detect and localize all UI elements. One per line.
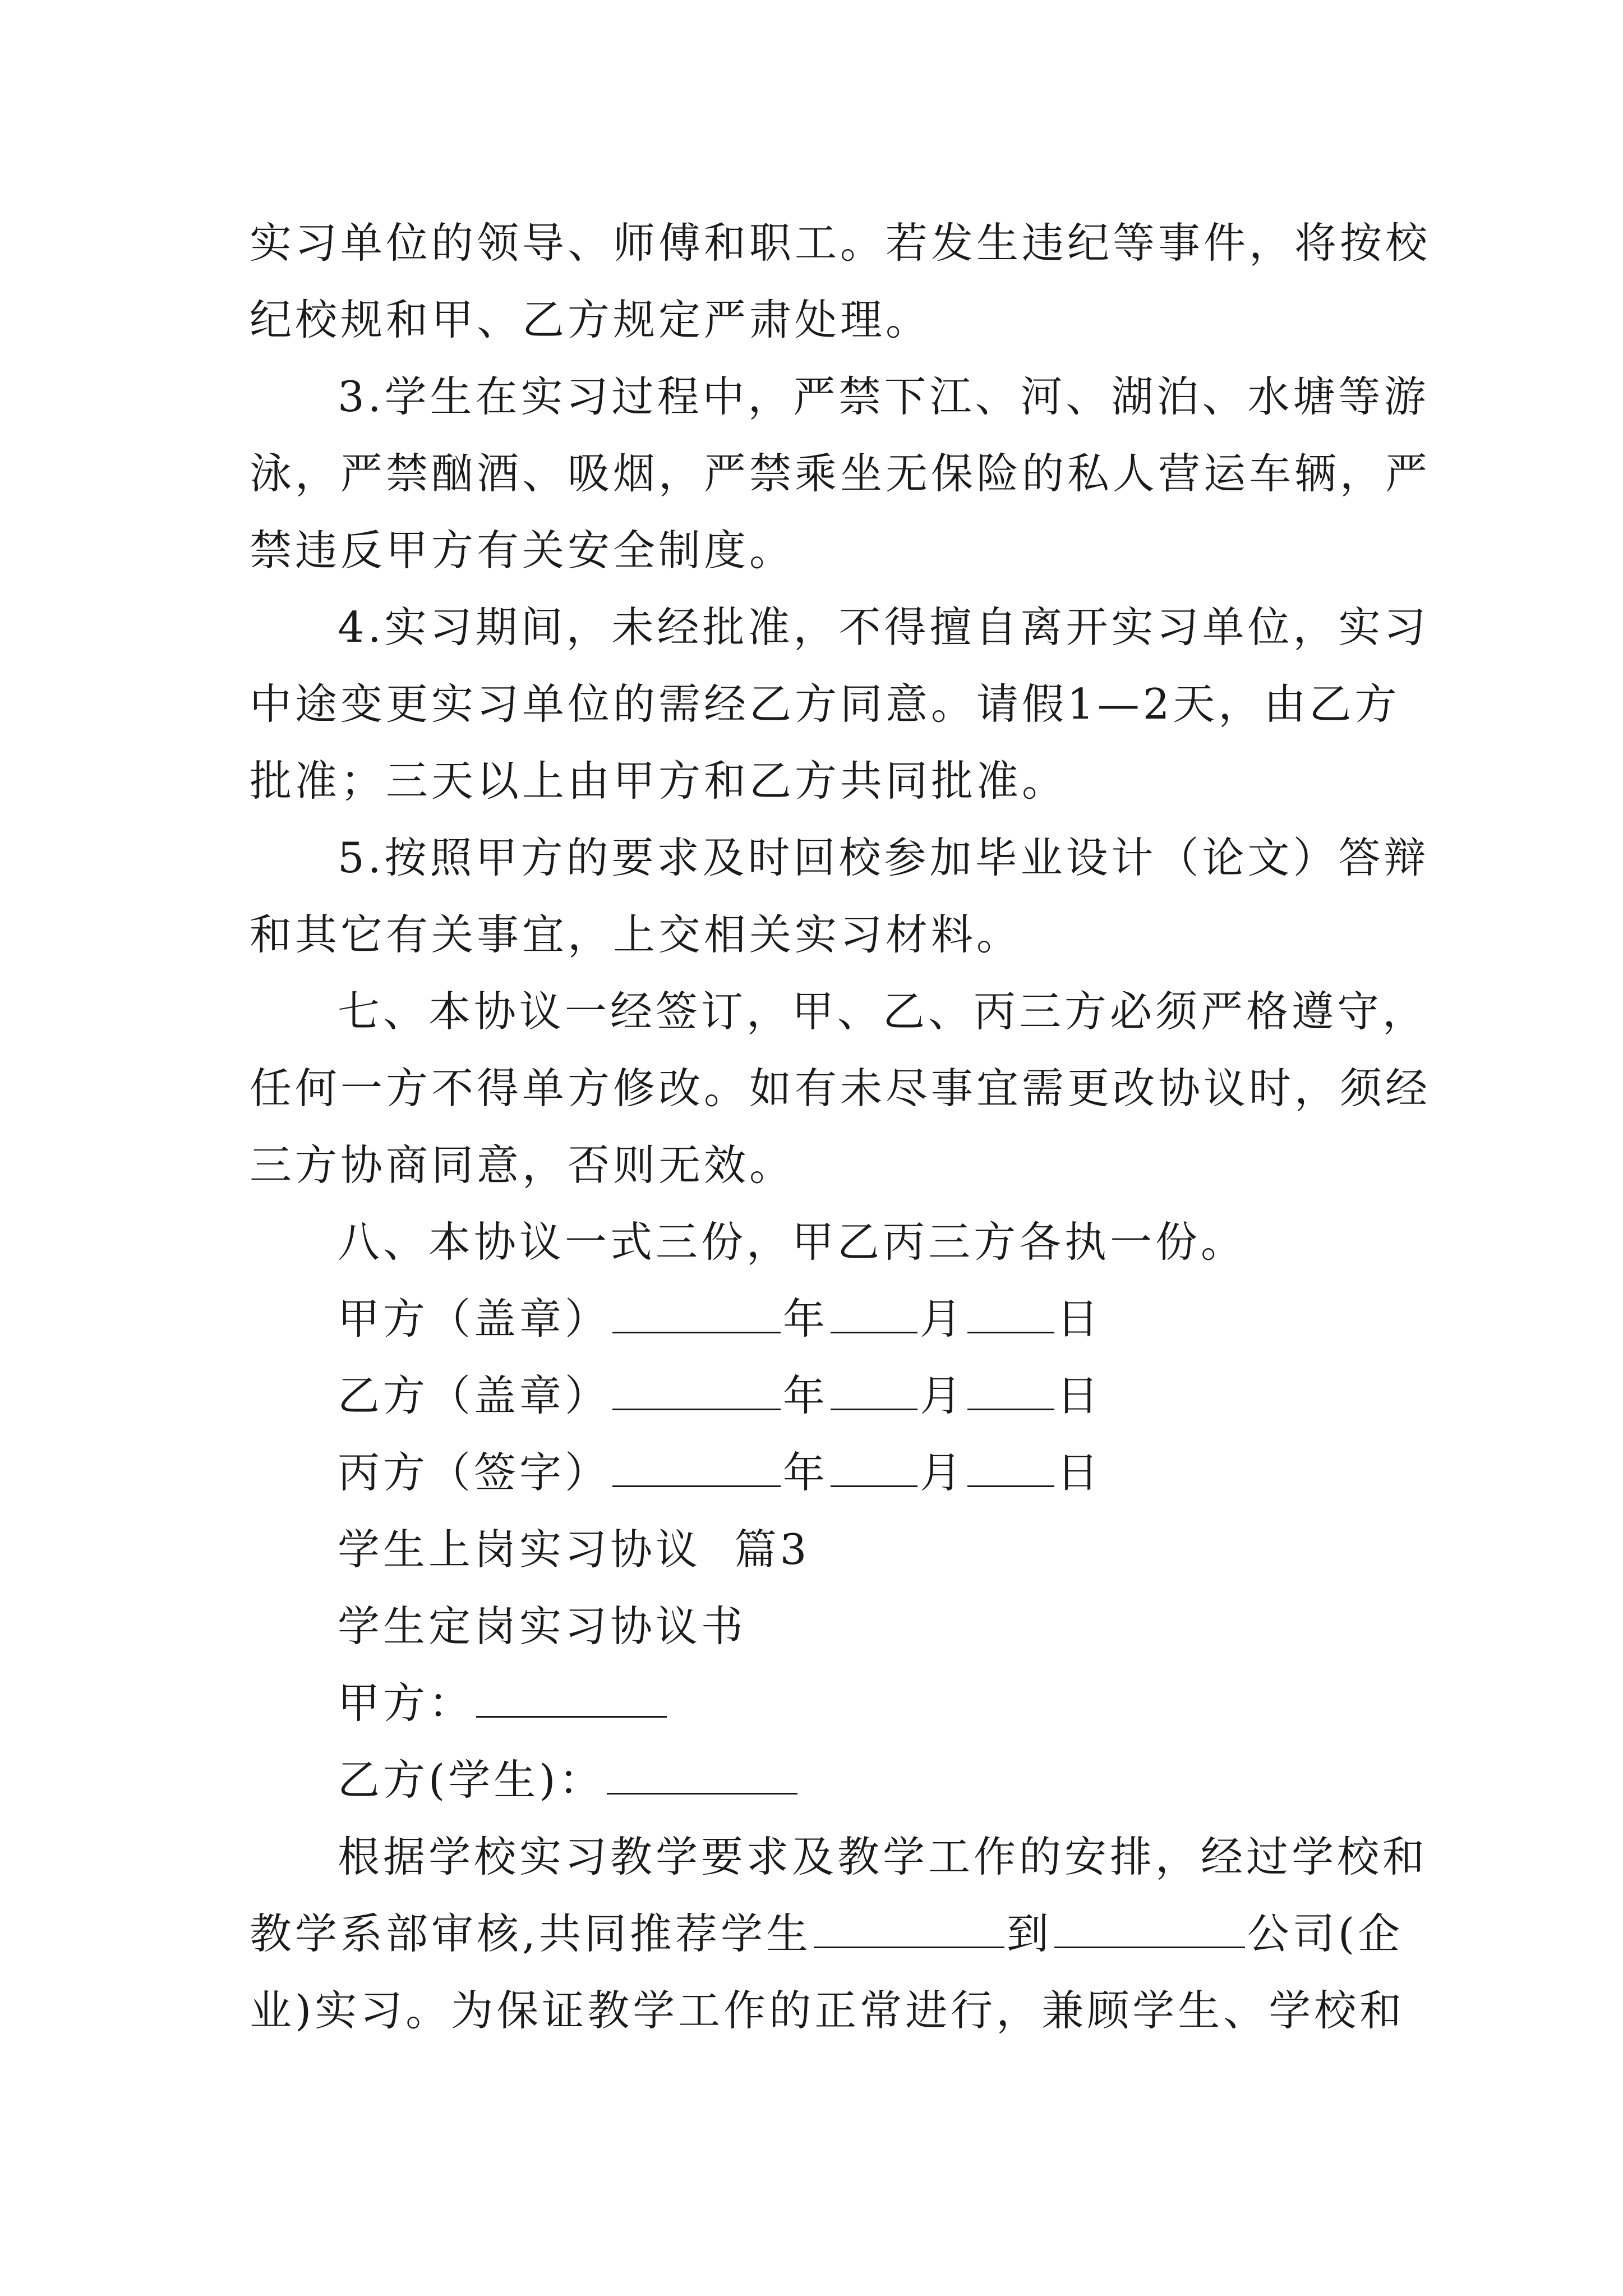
signature-party-label: 甲方（盖章） bbox=[338, 1294, 611, 1343]
day-blank[interactable] bbox=[967, 1292, 1054, 1333]
article-8: 八、本协议一式三份，甲乙丙三方各执一份。 bbox=[338, 1217, 1247, 1267]
clause-5: 5.按照甲方的要求及时回校参加毕业设计（论文）答辩 bbox=[338, 833, 1430, 882]
clause-3: 3.学生在实习过程中，严禁下江、河、湖泊、水塘等游 bbox=[338, 372, 1430, 421]
company-name-blank[interactable] bbox=[1054, 1907, 1245, 1948]
month-label: 月 bbox=[920, 1294, 966, 1343]
party-b-label: 乙方(学生)： bbox=[338, 1755, 605, 1805]
party-a-line bbox=[250, 1665, 1394, 1742]
intro-line: 业)实习。为保证教学工作的正常进行，兼顾学生、学校和 bbox=[250, 1986, 1405, 2035]
paragraph-line: 批准；三天以上由甲方和乙方共同批准。 bbox=[250, 756, 1068, 806]
month-blank[interactable] bbox=[831, 1369, 917, 1410]
paragraph-line: 纪校规和甲、乙方规定严肃处理。 bbox=[250, 295, 932, 344]
year-label: 年 bbox=[783, 1448, 829, 1497]
signature-party-label: 丙方（签字） bbox=[338, 1448, 611, 1497]
signature-line-party-c bbox=[250, 1434, 1394, 1511]
paragraph-line: 和其它有关事宜，上交相关实习材料。 bbox=[250, 910, 1022, 959]
month-label: 月 bbox=[920, 1448, 966, 1497]
party-a-blank[interactable] bbox=[476, 1677, 667, 1718]
paragraph-line: 禁违反甲方有关安全制度。 bbox=[250, 526, 795, 575]
signature-blank[interactable] bbox=[612, 1446, 781, 1487]
document-body bbox=[250, 205, 1431, 2049]
signature-line-party-a bbox=[250, 1281, 1394, 1358]
month-blank[interactable] bbox=[831, 1446, 917, 1487]
document-title: 学生定岗实习协议书 bbox=[338, 1602, 747, 1651]
month-label: 月 bbox=[920, 1371, 966, 1420]
intro-line: 根据学校实习教学要求及教学工作的安排，经过学校和 bbox=[338, 1832, 1428, 1881]
intro-text: 公司(企 bbox=[1247, 1909, 1404, 1958]
day-blank[interactable] bbox=[967, 1446, 1054, 1487]
intro-text: 教学系部审核,共同推荐学生 bbox=[250, 1909, 811, 1958]
student-name-blank[interactable] bbox=[814, 1907, 1004, 1948]
day-label: 日 bbox=[1057, 1448, 1103, 1497]
signature-party-label: 乙方（盖章） bbox=[338, 1371, 611, 1420]
day-label: 日 bbox=[1057, 1371, 1103, 1420]
intro-text: 到 bbox=[1006, 1909, 1052, 1958]
party-b-blank[interactable] bbox=[607, 1754, 797, 1795]
day-label: 日 bbox=[1057, 1294, 1103, 1343]
clause-4: 4.实习期间，未经批准，不得擅自离开实习单位，实习 bbox=[338, 602, 1430, 652]
year-label: 年 bbox=[783, 1294, 829, 1343]
intro-line-with-blanks bbox=[250, 1895, 1404, 1972]
paragraph-line: 三方协商同意，否则无效。 bbox=[250, 1140, 795, 1190]
signature-blank[interactable] bbox=[612, 1369, 781, 1410]
day-blank[interactable] bbox=[967, 1369, 1054, 1410]
section-heading: 学生上岗实习协议 篇3 bbox=[338, 1525, 810, 1574]
paragraph-line: 泳，严禁酗酒、吸烟，严禁乘坐无保险的私人营运车辆，严 bbox=[250, 449, 1431, 498]
article-7: 七、本协议一经签订，甲、乙、丙三方必须严格遵守， bbox=[338, 987, 1428, 1036]
party-b-line bbox=[250, 1742, 1394, 1819]
party-a-label: 甲方： bbox=[338, 1678, 474, 1728]
year-label: 年 bbox=[783, 1371, 829, 1420]
signature-blank[interactable] bbox=[612, 1292, 781, 1333]
signature-line-party-b bbox=[250, 1358, 1394, 1434]
paragraph-line: 实习单位的领导、师傅和职工。若发生违纪等事件，将按校 bbox=[250, 218, 1431, 268]
paragraph-line: 任何一方不得单方修改。如有未尽事宜需更改协议时，须经 bbox=[250, 1064, 1431, 1113]
month-blank[interactable] bbox=[831, 1292, 917, 1333]
paragraph-line: 中途变更实习单位的需经乙方同意。请假1—2天，由乙方 bbox=[250, 679, 1400, 729]
